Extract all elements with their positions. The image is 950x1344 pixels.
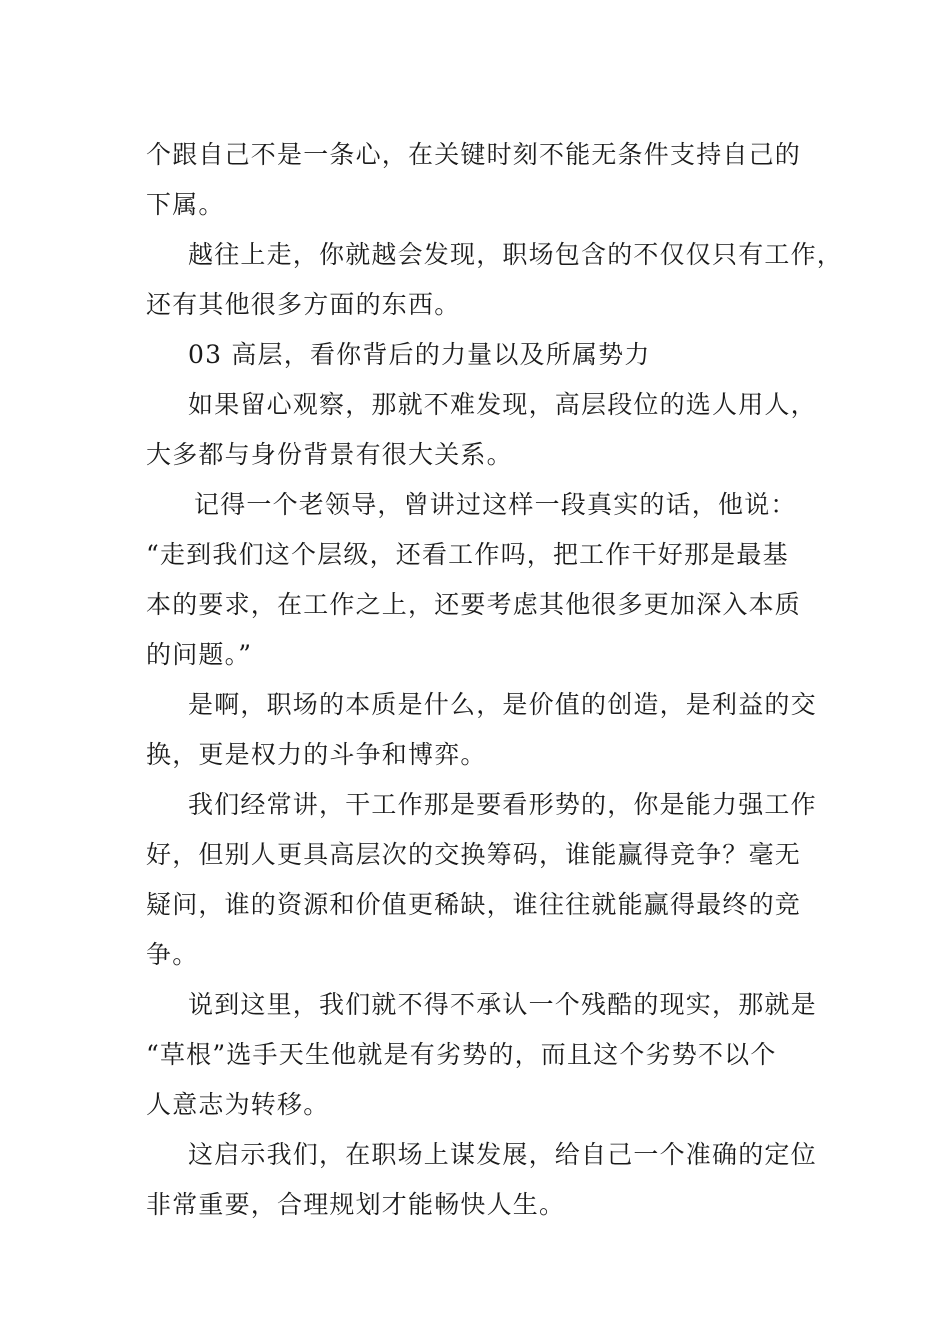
text-line: “走到我们这个层级，还看工作吗，把工作干好那是最基	[146, 540, 789, 569]
document-body	[146, 130, 844, 1230]
text-line: 还有其他很多方面的东西。	[146, 290, 461, 319]
text-line: 如果留心观察，那就不难发现，高层段位的选人用人，	[188, 390, 817, 419]
text-line: 人意志为转移。	[146, 1090, 330, 1119]
text-line: 本的要求，在工作之上，还要考虑其他很多更加深入本质	[146, 590, 802, 619]
text-line: 下属。	[146, 190, 225, 219]
text-line: 越往上走，你就越会发现，职场包含的不仅仅只有工作，	[188, 240, 844, 269]
text-line: 非常重要，合理规划才能畅快人生。	[146, 1190, 566, 1219]
text-line: 这启示我们，在职场上谋发展，给自己一个准确的定位	[188, 1140, 817, 1169]
text-line: 好，但别人更具高层次的交换筹码，谁能赢得竞争？毫无	[146, 840, 802, 869]
text-line: 大多都与身份背景有很大关系。	[146, 440, 513, 469]
section-heading: 03 高层，看你背后的力量以及所属势力	[188, 340, 651, 369]
text-line: 我们经常讲，干工作那是要看形势的，你是能力强工作	[188, 790, 817, 819]
text-line: “草根”选手天生他就是有劣势的，而且这个劣势不以个	[146, 1040, 777, 1069]
text-line: 个跟自己不是一条心，在关键时刻不能无条件支持自己的	[146, 140, 802, 169]
text-line: 记得一个老领导，曾讲过这样一段真实的话，他说：	[194, 490, 797, 519]
text-line: 是啊，职场的本质是什么，是价值的创造，是利益的交	[188, 690, 817, 719]
text-line: 换，更是权力的斗争和博弈。	[146, 740, 487, 769]
text-line: 说到这里，我们就不得不承认一个残酷的现实，那就是	[188, 990, 817, 1019]
text-line: 争。	[146, 940, 199, 969]
text-line: 的问题。”	[146, 640, 253, 669]
text-line: 疑问，谁的资源和价值更稀缺，谁往往就能赢得最终的竞	[146, 890, 802, 919]
